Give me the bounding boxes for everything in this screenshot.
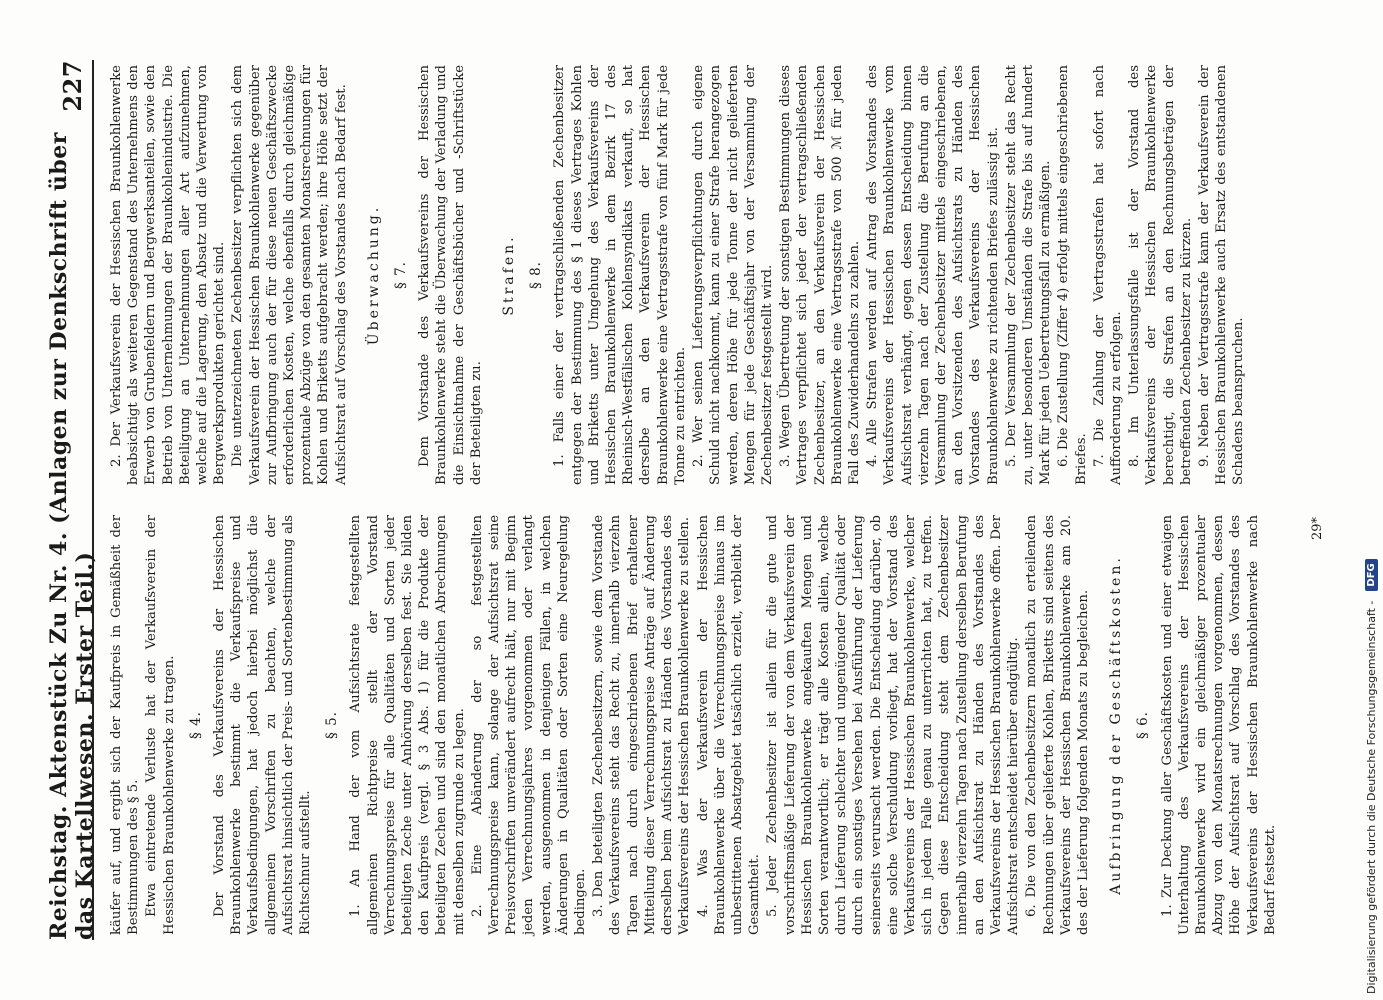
right-paragraph: 8. Im Unterlassungsfalle ist der Vorstand des Verkaufsvereins der Hessischen Braunkohlenwerke berechtigt, die Strafen an den Rechnungsbeträgen der betreffenden Zechenbesitzer zu kürzen. [1127,65,1194,485]
right-paragraph: 7. Die Zahlung der Vertragsstrafen hat sofort nach Aufforderung zu erfolgen. [1091,65,1124,485]
right-paragraph: 2. Der Verkaufsverein der Hessischen Braunkohlenwerke beabsichtigt als weiteren Gegenstand des Unternehmens den Erwerb von Grubenfeldern und Bergwerksanteilen, sowie den Betrieb von Unternehmungen der Braunkohlenindustrie. Die Beteiligung an Unternehmungen aller Art aufzunehmen, welche auf die Lagerung, den Absatz und die Verwertung von Bergwerksprodukten gerichtet sind. [109,65,228,485]
left-paragraph: 2. Eine Abänderung der so festgestellten Verrechnungspreise kann, solange der Aufsichtsrat seine Preisvorschriften unverändert aufrecht hält, nur mit Beginn jeden Verrechnungsjahres vorgenommen oder verlangt werden, ausgenommen in denjenigen Fällen, in welchen Änderungen in Qualitäten oder Sorten eine Neuregelung bedingen. [469,515,589,935]
funding-note-text: Digitalisierung gefördert durch die Deutsche Forschungsgemeinschaft - [1364,600,1378,994]
left-section-number: § 6. [1135,711,1152,739]
left-column [108,515,1280,935]
left-paragraph: 3. Den beteiligten Zechenbesitzern, sowie dem Vorstande des Verkaufsvereins steht das Recht zu, innerhalb vierzehn Tagen nach durch eingeschriebenen Brief erhaltener Mitteilung dieser Verrechnungspreise Anträge auf Änderung derselben beim Aufsichtsrat zu Händen des Vorstandes des Verkaufsvereins der Hessischen Braunkohlenwerke zu stellen. [591,515,693,935]
left-heading: Aufbringung der Geschäftskosten. [1108,555,1125,895]
right-section-number: § 8. [528,261,545,289]
left-paragraph: 6. Die von den Zechenbesitzern monatlich zu erteilenden Rechnungen über gelieferte Kohlen, Briketts sind seitens des Verkaufsvereins der Hessischen Braunkohlenwerke am 20. des der Lieferung folgenden Monats zu begleichen. [1024,515,1091,935]
right-heading: Strafen. [501,234,518,316]
left-paragraph: 1. An Hand der vom Aufsichtsrate festgestellten allgemeinen Richtpreise stellt der Vorstand Verrechnungspreise für alle Qualitäten und Sorten jeder beteiligten Zeche unter Anhörung derselben fest. Sie bilden den Kaufpreis (vergl. § 3 Abs. 1) für die Produkte der beteiligten Zechen und sind den monatlichen Abrechnungen mit denselben zugrunde zu legen. [348,515,467,935]
right-paragraph: 4. Alle Strafen werden auf Antrag des Vorstandes des Verkaufsvereins der Hessischen Braunkohlenwerke vom Aufsichtsrat verhängt, gegen dessen Entscheidung binnen vierzehn Tagen nach der Zustellung die Berufung an die Versammlung der Zechenbesitzer mittels eingeschriebenen, an den Vorsitzenden des Aufsichtsrats zu Händen des Vorstandes des Verkaufsvereins der Hessischen Braunkohlenwerke zu richtenden Briefes zulässig ist. [865,65,1001,485]
right-paragraph: Dem Vorstande des Verkaufsvereins der Hessischen Braunkohlenwerke steht die Überwachung der Verladung und die Einsichtnahme der Geschäftsbücher und -Schriftstücke der Beteiligten zu. [417,65,484,485]
left-paragraph: käufer auf, und ergibt sich der Kaufpreis in Gemäßheit der Bestimmungen des § 5. [109,515,142,935]
left-paragraph: Der Vorstand des Verkaufsvereins der Hessischen Braunkohlenwerke bestimmt die Verkaufspreise und Verkaufsbedingungen, hat jedoch hierbei möglichst die allgemeinen Vorschriften zu beachten, welche der Aufsichtsrat hinsichtlich der Preis- und Sortenbestimmung als Richtschnur aufstellt. [212,515,314,935]
right-paragraph: 1. Falls einer der vertragschließenden Zechenbesitzer entgegen der Bestimmung des § 1 dieses Vertrages Kohlen und Briketts unter Umgehung des Verkaufsvereins der Hessischen Braunkohlenwerke in dem Bezirk 17 des Rheinisch-Westfälischen Kohlensyndikats verkauft, so hat derselbe an den Verkaufsverein der Hessischen Braunkohlenwerke eine Vertragsstrafe von fünf Mark für jede Tonne zu entrichten. [552,65,688,485]
left-section-number: § 5. [324,711,341,739]
right-column [108,65,1249,485]
right-paragraph: Die unterzeichneten Zechenbesitzer verpflichten sich dem Verkaufsverein der Hessischen Braunkohlenwerke gegenüber zur Aufbringung auch der für diese neuen Geschäftszwecke erforderlichen Kosten, welche ebenfalls durch gleichmäßige prozentuale Abzüge von den gesamten Monatsrechnungen für Kohlen und Briketts aufgebracht werden; ihre Höhe setzt der Aufsichtsrat auf Vorschlag des Vorstandes nach Bedarf fest. [230,65,349,485]
left-section-number: § 4. [187,711,204,739]
sheet-signature: 29* [1310,516,1325,540]
page-number: 227 [57,60,87,112]
right-paragraph: 2. Wer seinen Lieferungsverpflichtungen durch eigene Schuld nicht nachkommt, kann zu einer Strafe herangezogen werden, deren Höhe für jede Tonne der nicht gelieferten Mengen für jede Geschäftsjahr von der Versammlung der Zechenbesitzer festgestellt wird. [691,65,775,485]
left-paragraph: Etwa eintretende Verluste hat der Verkaufsverein der Hessischen Braunkohlenwerke zu tragen. [144,515,177,935]
right-paragraph: 3. Wegen Übertretung der sonstigen Bestimmungen dieses Vertrages verpflichtet sich jeder der vertragschließenden Zechenbesitzer, an den Verkaufsverein der Hessischen Braunkohlenwerke eine Vertragsstrafe von 500 ℳ für jeden Fall des Zuwiderhandelns zu zahlen. [778,65,862,485]
left-paragraph: 1. Zur Deckung aller Geschäftskosten und einer etwaigen Unterhaltung des Verkaufsvereins der Hessischen Braunkohlenwerke wird ein gleichmäßiger prozentualer Abzug von den Monatsrechnungen vorgenommen, dessen Höhe der Aufsichtsrat auf Vorschlag des Vorstandes des Verkaufsvereins der Hessischen Braunkohlenwerke nach Bedarf festsetzt. [1159,515,1278,935]
right-paragraph: 5. Der Versammlung der Zechenbesitzer steht das Recht zu, unter besonderen Umständen die Strafe bis auf hundert Mark für jeden Uebertretungsfall zu ermäßigen. [1003,65,1054,485]
funding-note [1360,0,1382,1000]
right-paragraph: 6. Die Zustellung (Ziffer 4) erfolgt mittels eingeschriebenen Briefes. [1056,65,1089,485]
right-paragraph: 9. Neben der Vertragsstrafe kann der Verkaufsverein der Hessischen Braunkohlenwerke auch Ersatz des entstandenen Schadens beanspruchen. [1196,65,1247,485]
page-header [46,60,98,940]
left-paragraph: 5. Jeder Zechenbesitzer ist allein für die gute und vorschriftsmäßige Lieferung der von dem Verkaufsverein der Hessischen Braunkohlenwerke angekauften Mengen und Sorten verantwortlich; er trägt alle Kosten allein, welche durch Lieferung schlechter und ungenügender Qualität oder durch ein sonstiges Versehen bei Ausführung der Lieferung seinerseits verursacht werden. Die Entscheidung darüber, ob eine solche Verschuldung vorliegt, hat der Vorstand des Verkaufsvereins der Hessischen Braunkohlenwerke, welcher sich in jedem Falle genau zu unterrichten hat, zu treffen. Gegen diese Entscheidung steht dem Zechenbesitzer innerhalb vierzehn Tagen nach Zustellung derselben Berufung an den Aufsichtsrat zu Händen des Vorstandes des Verkaufsvereins der Hessischen Braunkohlenwerke offen. Der Aufsichtsrat entscheidet hierüber endgültig. [765,515,1022,935]
right-section-number: § 7. [393,261,410,289]
dfg-logo: DFG [1365,559,1378,590]
left-paragraph: 4. Was der Verkaufsverein der Hessischen Braunkohlenwerke über die Verrechnungspreise hinaus im unbestrittenen Absatzgebiet tatsächlich erzielt, verbleibt der Gesamtheit. [695,515,763,935]
right-heading: Überwachung. [365,204,382,346]
header-title: Reichstag. Aktenstück Zu Nr. 4. (Anlagen zur Denkschrift über das Kartellwesen. Erster Teil.) [46,132,98,940]
